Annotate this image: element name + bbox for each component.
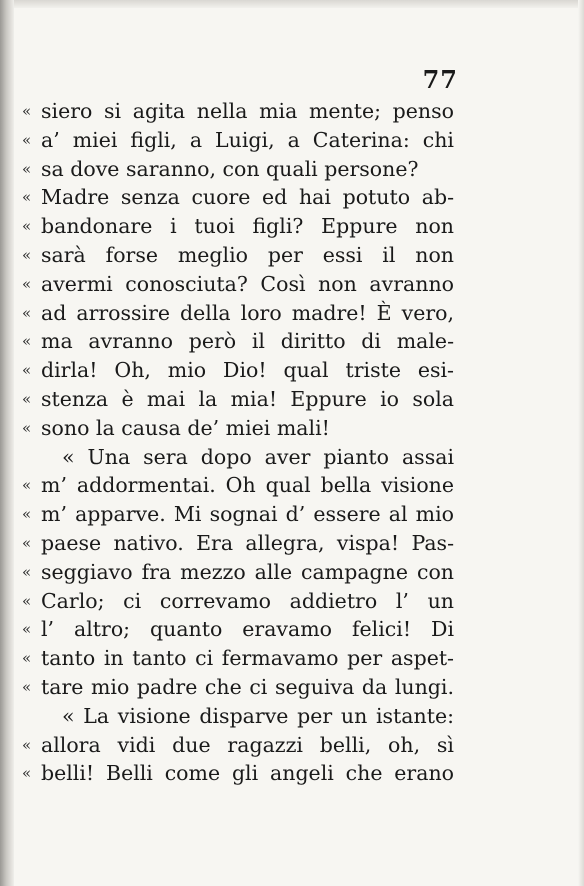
text-line [22, 759, 454, 788]
line-text: « La visione disparve per un istante: [62, 703, 454, 728]
quote-mark: « [22, 764, 32, 783]
text-line [22, 702, 454, 731]
line-text: m’ apparve. Mi sognai d’ essere al mio [41, 502, 454, 527]
line-text: tare mio padre che ci seguiva da lungi. [41, 674, 454, 699]
text-line [22, 385, 454, 414]
line-text: seggiavo fra mezzo alle campagne con [41, 559, 454, 584]
text-block [22, 97, 454, 788]
line-text: sarà forse meglio per essi il non [41, 242, 454, 267]
text-line [22, 97, 454, 126]
text-line [22, 558, 454, 587]
text-line [22, 356, 454, 385]
quote-mark: « [22, 418, 32, 437]
quote-mark: « [22, 130, 32, 149]
text-line [22, 500, 454, 529]
quote-mark: « [22, 274, 32, 293]
line-text: dirla! Oh, mio Dio! qual triste esi- [41, 358, 454, 383]
line-text: « Una sera dopo aver pianto assai [62, 444, 454, 469]
text-line [22, 183, 454, 212]
page-right-edge [578, 0, 584, 886]
quote-mark: « [22, 677, 32, 696]
text-line [22, 212, 454, 241]
quote-mark: « [22, 533, 32, 552]
line-text: avermi conosciuta? Così non avranno [41, 271, 454, 296]
text-line [22, 644, 454, 673]
quote-mark: « [22, 102, 32, 120]
text-line [22, 414, 454, 443]
line-text: Carlo; ci correvamo addietro l’ un [41, 588, 454, 613]
quote-mark: « [22, 217, 32, 236]
page-top-edge [0, 0, 584, 8]
quote-mark: « [22, 245, 32, 264]
page-number: 77 [422, 65, 458, 94]
text-line [22, 443, 454, 472]
line-text: ma avranno però il diritto di male- [41, 329, 454, 354]
quote-mark: « [22, 562, 32, 581]
text-line [22, 529, 454, 558]
quote-mark: « [22, 188, 32, 207]
text-line [22, 615, 454, 644]
text-line [22, 155, 454, 184]
line-text: sa dove saranno, con quali persone? [41, 156, 419, 181]
line-text: belli! Belli come gli angeli che erano [41, 761, 454, 786]
text-line [22, 731, 454, 760]
quote-mark: « [22, 476, 32, 495]
text-line [22, 327, 454, 356]
line-text: l’ altro; quanto eravamo felici! Di [41, 617, 454, 642]
quote-mark: « [22, 620, 32, 639]
line-text: bandonare i tuoi figli? Eppure non [41, 214, 454, 239]
text-line [22, 299, 454, 328]
text-line [22, 126, 454, 155]
line-text: allora vidi due ragazzi belli, oh, sì [41, 732, 454, 757]
quote-mark: « [22, 303, 32, 322]
line-text: a’ miei figli, a Luigi, a Caterina: chi [41, 127, 454, 152]
text-line [22, 241, 454, 270]
quote-mark: « [22, 505, 32, 524]
line-text: tanto in tanto ci fermavamo per aspet- [41, 646, 454, 671]
quote-mark: « [22, 591, 32, 610]
line-text: ad arrossire della loro madre! È vero, [41, 300, 454, 325]
line-text: paese nativo. Era allegra, vispa! Pas- [41, 530, 454, 555]
quote-mark: « [22, 389, 32, 408]
quote-mark: « [22, 649, 32, 668]
text-line [22, 471, 454, 500]
text-line [22, 270, 454, 299]
quote-mark: « [22, 735, 32, 754]
page-binding-edge [0, 0, 14, 886]
text-line [22, 673, 454, 702]
line-text: siero si agita nella mia mente; penso [41, 99, 454, 123]
line-text: stenza è mai la mia! Eppure io sola [41, 386, 454, 411]
quote-mark: « [22, 332, 32, 351]
text-line [22, 587, 454, 616]
quote-mark: « [22, 159, 32, 178]
quote-mark: « [22, 361, 32, 380]
line-text: sono la causa de’ miei mali! [41, 415, 330, 440]
line-text: Madre senza cuore ed hai potuto ab- [41, 185, 454, 210]
line-text: m’ addormentai. Oh qual bella visione [41, 473, 454, 498]
